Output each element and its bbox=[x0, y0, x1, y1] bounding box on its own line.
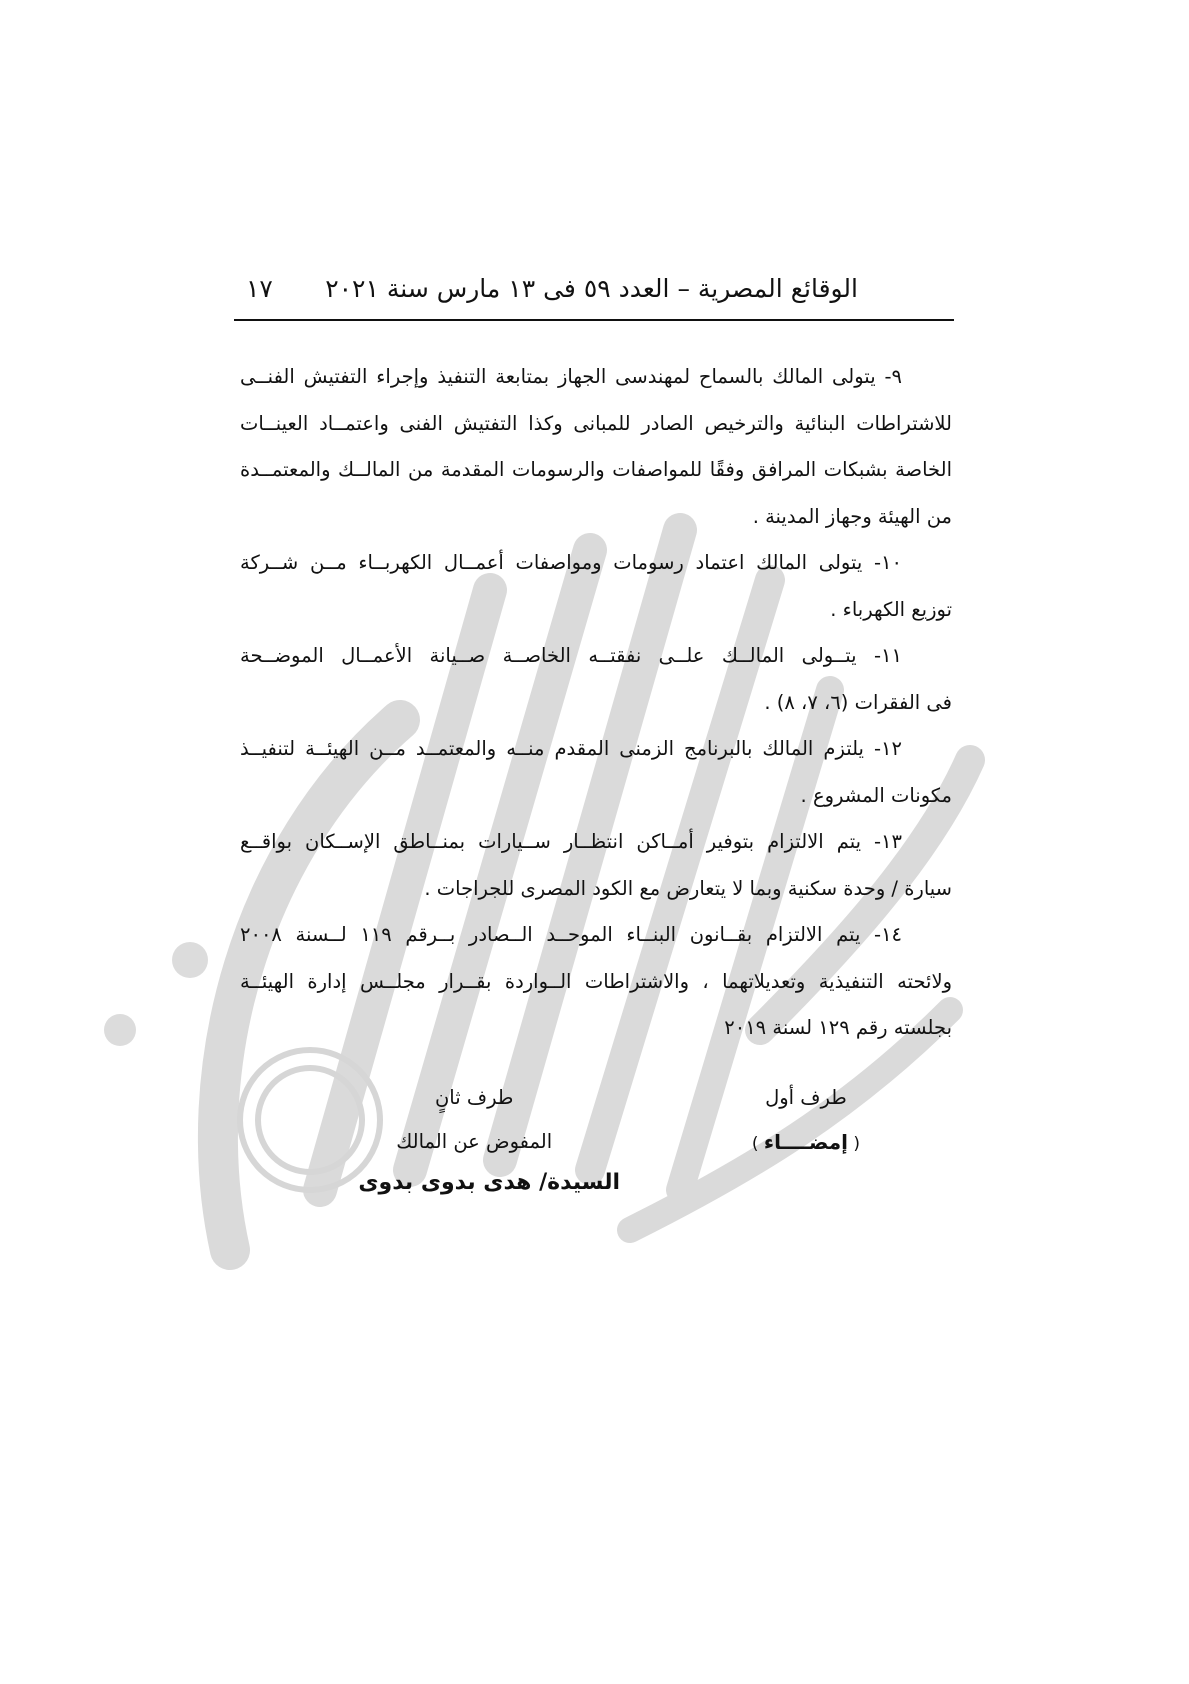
clause-line: ١٣- يتم الالتزام بتوفير أمــاكن انتظــار ســيارات بمنــاطق الإســكان بواقــع bbox=[240, 830, 902, 853]
first-party bbox=[752, 1086, 860, 1170]
second-party-role: المفوض عن المالك bbox=[396, 1130, 553, 1153]
first-party-label: طرف أول bbox=[765, 1086, 847, 1109]
clause-line: ١٠- يتولى المالك اعتماد رسومات ومواصفات أعمــال الكهربــاء مــن شــركة bbox=[240, 551, 902, 574]
signature-paren-open: ( bbox=[853, 1134, 860, 1154]
clause-line: سيارة / وحدة سكنية وبما لا يتعارض مع الكود المصرى للجراجات . bbox=[424, 876, 952, 900]
clause-9 bbox=[240, 354, 952, 540]
clause-12 bbox=[240, 726, 952, 819]
clause-line: مكونات المشروع . bbox=[800, 783, 952, 807]
clause-14 bbox=[240, 912, 952, 1052]
clause-line: فى الفقرات (٦، ٧، ٨) . bbox=[764, 690, 952, 714]
clause-line: بجلسته رقم ١٢٩ لسنة ٢٠١٩ bbox=[724, 1016, 952, 1039]
clause-line: للاشتراطات البنائية والترخيص الصادر للمبانى وكذا التفتيش الفنى واعتمــاد العينــات bbox=[240, 411, 952, 435]
clause-line: من الهيئة وجهاز المدينة . bbox=[752, 504, 952, 528]
second-party-name: السيدة/ هدى بدوى بدوى bbox=[358, 1170, 620, 1195]
second-party-label: طرف ثانٍ bbox=[434, 1086, 514, 1109]
clause-10 bbox=[240, 540, 952, 633]
clause-line: توزيع الكهرباء . bbox=[830, 597, 952, 621]
first-party-signature bbox=[752, 1130, 860, 1170]
clause-13 bbox=[240, 819, 952, 912]
clause-line: ١٢- يلتزم المالك بالبرنامج الزمنى المقدم منــه والمعتمــد مــن الهيئــة لتنفيــذ bbox=[240, 737, 902, 760]
clause-line: الخاصة بشبكات المرافق وفقًا للمواصفات والرسومات المقدمة من المالــك والمعتمــدة bbox=[240, 458, 952, 481]
document-body bbox=[240, 354, 952, 1052]
clause-line: ولائحته التنفيذية وتعديلاتهما ، والاشتراطات الــواردة بقــرار مجلــس إدارة الهيئــة bbox=[240, 969, 952, 993]
signature-paren-close: ) bbox=[751, 1134, 759, 1154]
clause-line: ١٤- يتم الالتزام بقــانون البنــاء الموحــد الــصادر بــرقم ١١٩ لــسنة ٢٠٠٨ bbox=[240, 923, 903, 946]
page-number: ١٧ bbox=[246, 274, 273, 303]
second-party bbox=[358, 1086, 620, 1195]
signature-text: إمضــــاء bbox=[763, 1130, 848, 1154]
gazette-title: الوقائع المصرية – العدد ٥٩ فى ١٣ مارس سنة ٢٠٢١ bbox=[325, 274, 858, 303]
clause-line: ٩- يتولى المالك بالسماح لمهندسى الجهاز بمتابعة التنفيذ وإجراء التفتيش الفنــى bbox=[240, 365, 902, 388]
signature-block bbox=[300, 1086, 920, 1216]
clause-11 bbox=[240, 633, 952, 726]
clause-line: ١١- يتــولى المالــك علــى نفقتــه الخاصــة صــيانة الأعمــال الموضــحة bbox=[240, 644, 902, 667]
header-divider bbox=[234, 319, 954, 321]
page-header bbox=[234, 268, 954, 316]
